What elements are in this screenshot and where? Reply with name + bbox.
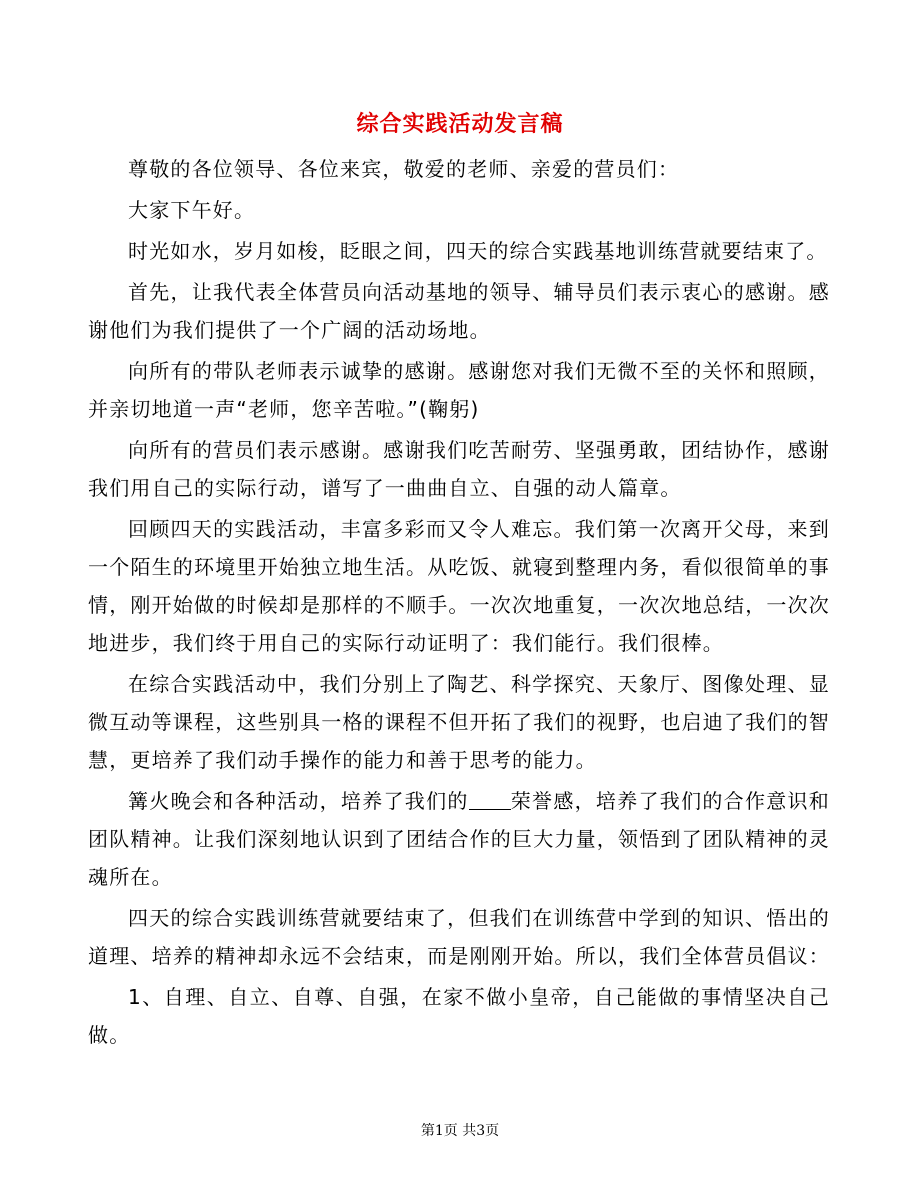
paragraph-closing: 四天的综合实践训练营就要结束了，但我们在训练营中学到的知识、悟出的道理、培养的精神却永远不会结束，而是刚刚开始。所以，我们全体营员倡议： <box>88 906 830 968</box>
paragraph-good-afternoon: 大家下午好。 <box>128 198 256 222</box>
bonfire-text-before: 篝火晚会和各种活动，培养了我们的 <box>128 789 469 813</box>
paragraph-time-flies: 时光如水，岁月如梭，眨眼之间，四天的综合实践基地训练营就要结束了。 <box>128 239 828 263</box>
paragraph-thanks-campers: 向所有的营员们表示感谢。感谢我们吃苦耐劳、坚强勇敢，团结协作，感谢我们用自己的实际行动，谱写了一曲曲自立、自强的动人篇章。 <box>88 438 830 500</box>
list-item-1: 1、自理、自立、自尊、自强，在家不做小皇帝，自己能做的事情坚决自己做。 <box>88 985 830 1047</box>
document-body <box>88 150 830 1057</box>
page-footer: 第1页 共3页 <box>420 1123 500 1139</box>
paragraph-review: 回顾四天的实践活动，丰富多彩而又令人难忘。我们第一次离开父母，来到一个陌生的环境里开始独立地生活。从吃饭、就寝到整理内务，看似很简单的事情，刚开始做的时候却是那样的不顺手。一次次地重复，一次次地总结，一次次地进步，我们终于用自己的实际行动证明了：我们能行。我们很棒。 <box>88 517 830 655</box>
paragraph-greeting: 尊敬的各位领导、各位来宾，敬爱的老师、亲爱的营员们： <box>128 157 680 181</box>
fill-in-blank <box>469 789 511 810</box>
paragraph-thanks-teachers: 向所有的带队老师表示诚挚的感谢。感谢您对我们无微不至的关怀和照顾，并亲切地道一声“老师，您辛苦啦。”(鞠躬) <box>88 359 830 421</box>
paragraph-bonfire <box>88 782 830 896</box>
paragraph-courses: 在综合实践活动中，我们分别上了陶艺、科学探究、天象厅、图像处理、显微互动等课程，这些别具一格的课程不但开拓了我们的视野，也启迪了我们的智慧，更培养了我们动手操作的能力和善于思考的能力。 <box>88 672 830 772</box>
paragraph-thanks-base: 首先，让我代表全体营员向活动基地的领导、辅导员们表示衷心的感谢。感谢他们为我们提供了一个广阔的活动场地。 <box>88 280 830 342</box>
bonfire-text-after: 荣誉感，培养了我们的合作意识和团队精神。让我们深刻地认识到了团结合作的巨大力量，领悟到了团队精神的灵魂所在。 <box>88 789 831 889</box>
document-title: 综合实践活动发言稿 <box>356 112 564 137</box>
